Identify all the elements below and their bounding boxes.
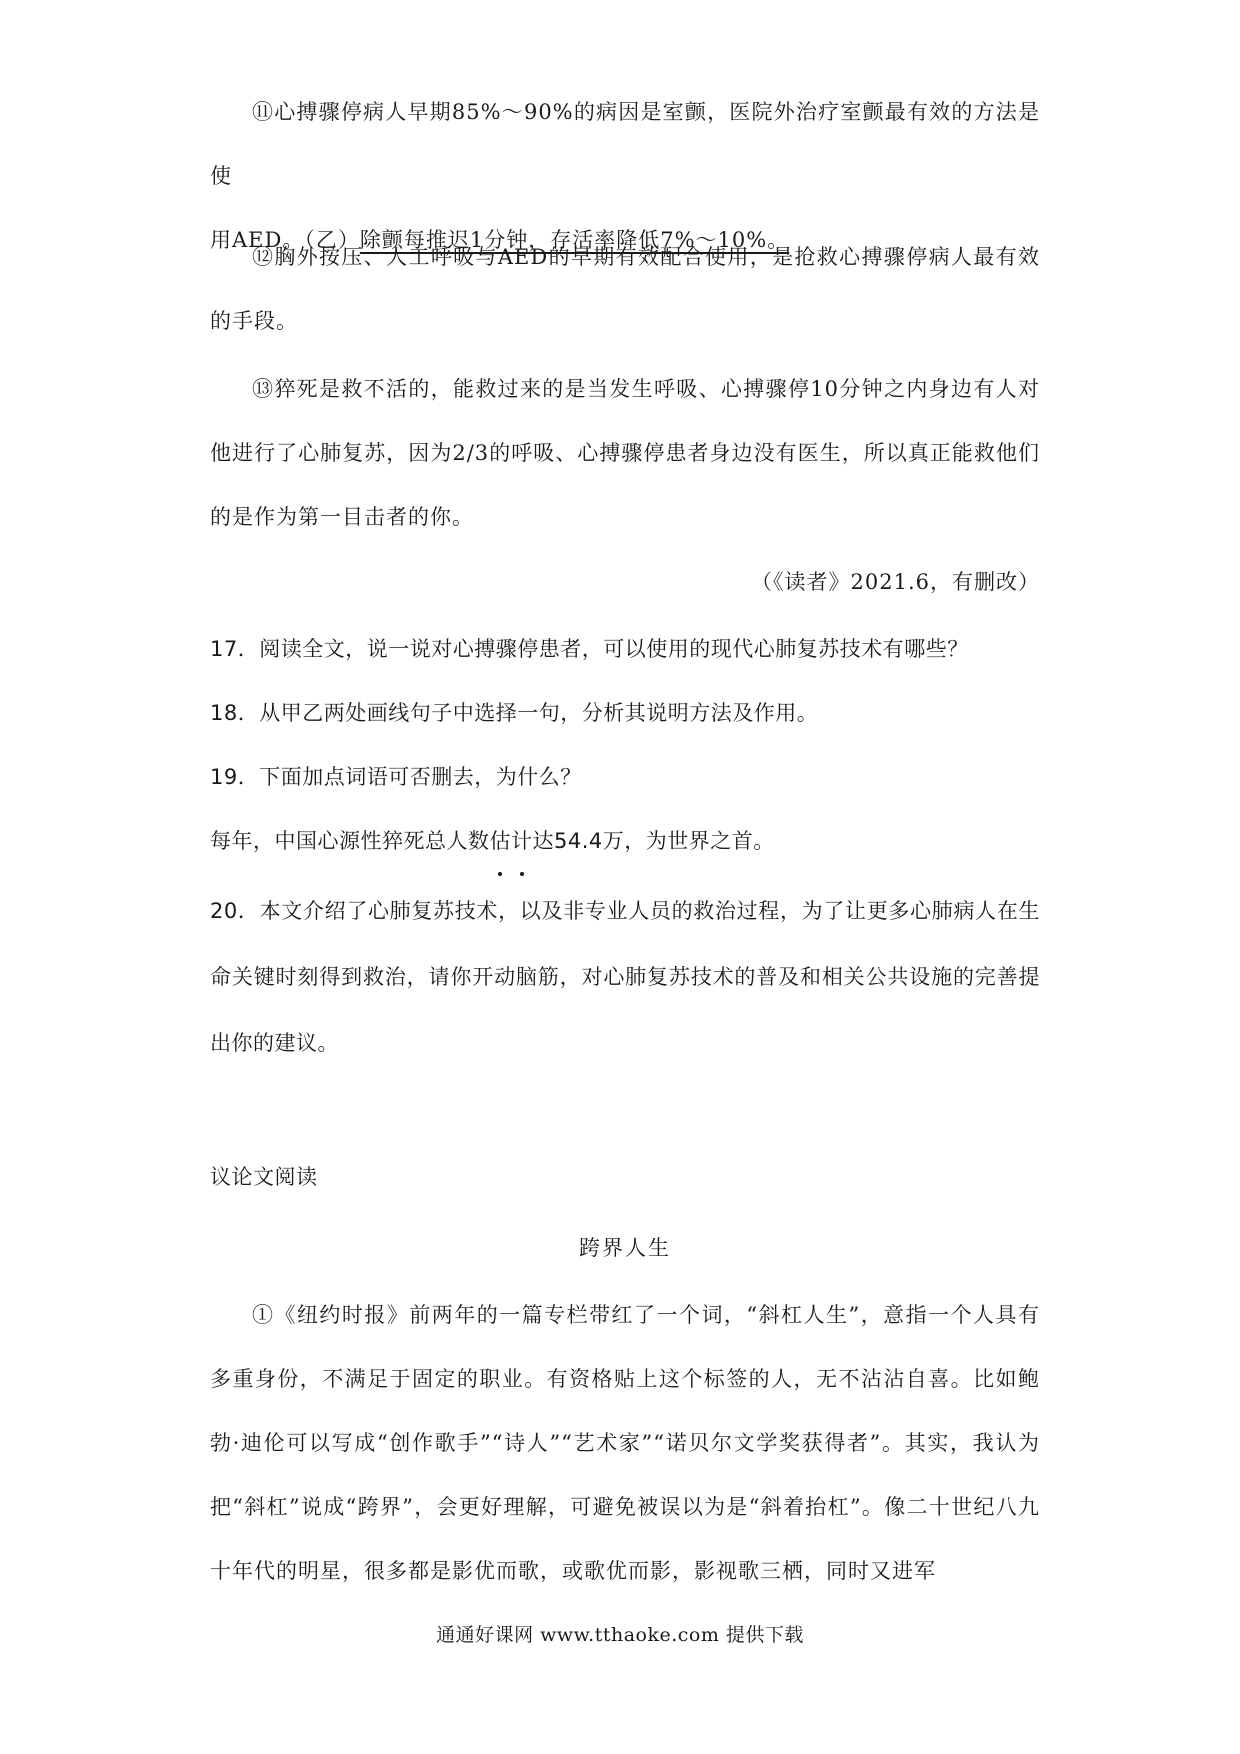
question-20: 20．本文介绍了心肺复苏技术，以及非专业人员的救治过程，为了让更多心肺病人在生命关键时刻得到救治，请你开动脑筋，对心肺复苏技术的普及和相关公共设施的完善提出你的建议。 (210, 899, 1040, 1055)
question-19-sentence (210, 812, 1040, 870)
page-footer: 通通好课网 www.tthaoke.com 提供下载 (436, 1624, 804, 1646)
paragraph-13: ⑬猝死是救不活的，能救过来的是当发生呼吸、心搏骤停10分钟之内身边有人对他进行了心肺复苏，因为2/3的呼吸、心搏骤停患者身边没有医生，所以真正能救他们的是作为第一目击者的你。 (210, 377, 1040, 529)
paragraph-11-line-1: ⑪心搏骤停病人早期85%～90%的病因是室颤，医院外治疗室颤最有效的方法是使 (210, 100, 1040, 188)
article-source: （《读者》2021.6，有删改） (751, 570, 1040, 594)
underlined-sentence-yi: 除颤每推迟1分钟，存活率降低7%～10%。 (359, 228, 790, 252)
question-17: 17．阅读全文，说一说对心搏骤停患者，可以使用的现代心肺复苏技术有哪些？ (210, 637, 969, 661)
dotted-word-text: 估计 (489, 829, 533, 853)
dotted-word (490, 812, 533, 870)
paragraph-11-prefix: 用AED。（乙） (210, 228, 360, 252)
question-19: 19．下面加点词语可否删去，为什么？ (210, 765, 582, 789)
q19-sentence-after: 达54.4万，为世界之首。 (532, 829, 775, 853)
section-label: 议论文阅读 (210, 1165, 318, 1189)
paragraph-12: ⑫胸外按压、人工呼吸与AED的早期有效配合使用，是抢救心搏骤停病人最有效的手段。 (210, 245, 1040, 333)
question-18: 18．从甲乙两处画线句子中选择一句，分析其说明方法及作用。 (210, 701, 819, 725)
q19-sentence-before: 每年，中国心源性猝死总人数 (210, 829, 490, 853)
paragraph-1: ①《纽约时报》前两年的一篇专栏带红了一个词，“斜杠人生”，意指一个人具有多重身份，不满足于固定的职业。有资格贴上这个标签的人，无不沾沾自喜。比如鲍勃·迪伦可以写成“创作歌手”“诗人”“艺术家”“诺贝尔文学奖获得者”。其实，我认为把“斜杠”说成“跨界”，会更好理解，可避免被误以为是“斜着抬杠”。像二十世纪八九十年代的明星，很多都是影优而歌，或歌优而影，影视歌三栖，同时又进军 (210, 1303, 1040, 1583)
article-title: 跨界人生 (579, 1236, 671, 1260)
